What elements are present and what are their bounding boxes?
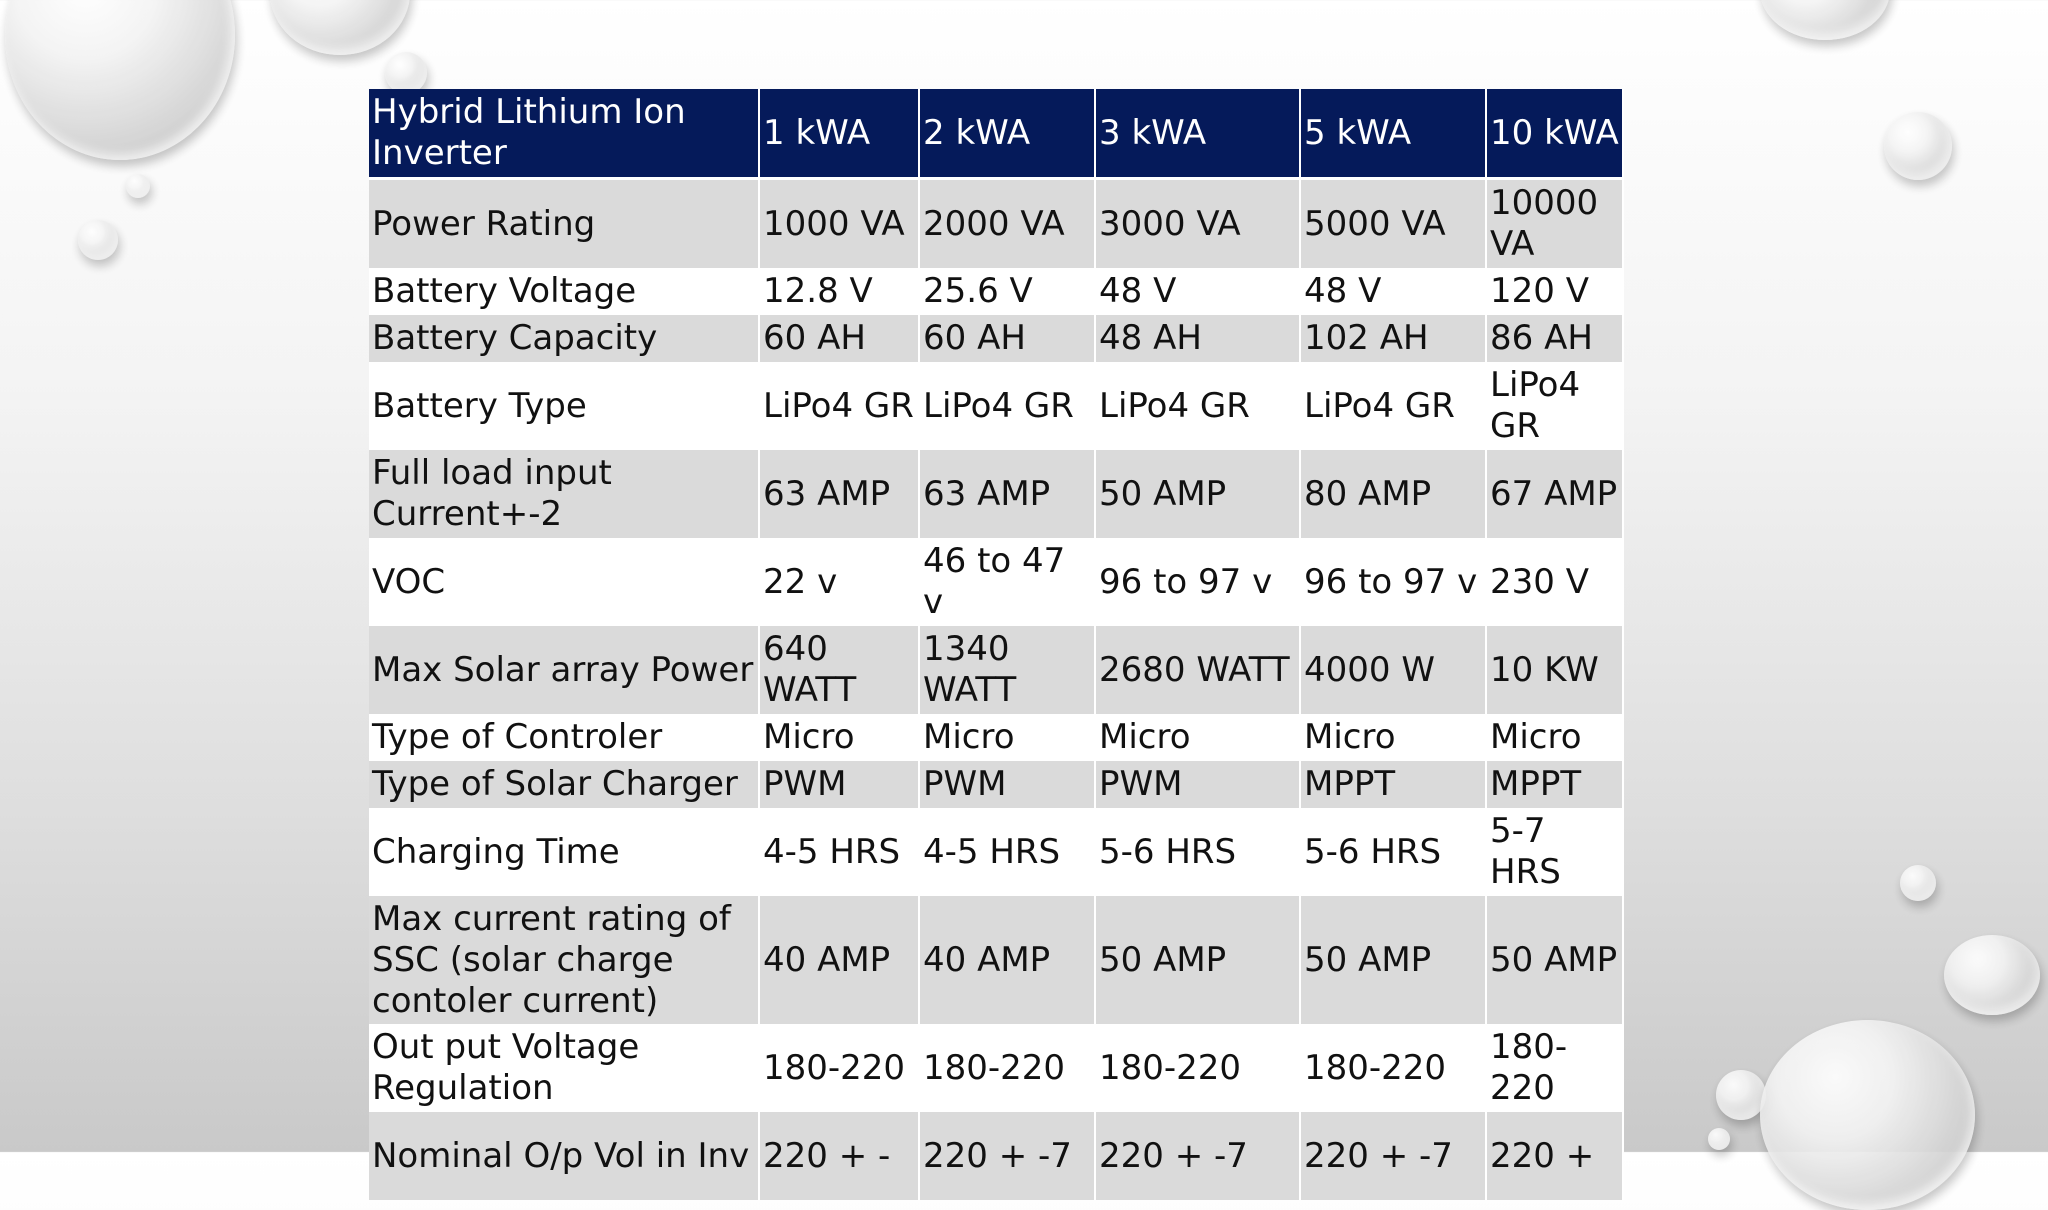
table-cell: 50 AMP <box>1095 896 1300 1024</box>
table-cell: 180-220 <box>919 1024 1095 1112</box>
table-cell: 2000 VA <box>919 179 1095 269</box>
table-header-row <box>369 89 1623 179</box>
table-cell: 220 + <box>1486 1112 1623 1200</box>
water-drop-decoration <box>5 0 235 160</box>
table-row <box>369 268 1623 315</box>
header-cell: 2 kWA <box>919 89 1095 179</box>
row-label: Battery Type <box>369 362 759 450</box>
table-cell: PWM <box>919 761 1095 808</box>
table-cell: 5-6 HRS <box>1300 808 1486 896</box>
table-cell: PWM <box>1095 761 1300 808</box>
table-row <box>369 626 1623 714</box>
table-row <box>369 538 1623 626</box>
table-cell: 1000 VA <box>759 179 919 269</box>
water-drop-decoration <box>1884 112 1952 180</box>
table-row <box>369 714 1623 761</box>
row-label: Battery Capacity <box>369 315 759 362</box>
table-cell: 180-220 <box>1300 1024 1486 1112</box>
table-cell: 640 WATT <box>759 626 919 714</box>
table-row <box>369 1112 1623 1200</box>
table-cell: 46 to 47 v <box>919 538 1095 626</box>
table-cell: 230 V <box>1486 538 1623 626</box>
header-cell: 5 kWA <box>1300 89 1486 179</box>
table-cell: 4-5 HRS <box>919 808 1095 896</box>
table-row <box>369 179 1623 269</box>
table-cell: MPPT <box>1486 761 1623 808</box>
table-cell: 220 + -7 <box>1300 1112 1486 1200</box>
table-cell: 63 AMP <box>759 450 919 538</box>
header-cell: 1 kWA <box>759 89 919 179</box>
row-label: Power Rating <box>369 179 759 269</box>
row-label: Max current rating of SSC (solar charge contoler current) <box>369 896 759 1024</box>
table-cell: 4-5 HRS <box>759 808 919 896</box>
water-drop-decoration <box>1760 0 1890 40</box>
table-row <box>369 315 1623 362</box>
table-cell: 180-220 <box>759 1024 919 1112</box>
row-label: Nominal O/p Vol in Inv <box>369 1112 759 1200</box>
table-cell: LiPo4 GR <box>759 362 919 450</box>
water-drop-decoration <box>1708 1128 1730 1150</box>
water-drop-decoration <box>1944 935 2040 1015</box>
table-cell: 96 to 97 v <box>1095 538 1300 626</box>
header-cell: Hybrid Lithium Ion Inverter <box>369 89 759 179</box>
table-cell: 80 AMP <box>1300 450 1486 538</box>
table-cell: 2680 WATT <box>1095 626 1300 714</box>
inverter-spec-table <box>369 89 1624 1200</box>
water-drop-decoration <box>1900 865 1936 901</box>
row-label: Type of Controler <box>369 714 759 761</box>
table-cell: LiPo4 GR <box>1300 362 1486 450</box>
table-cell: 50 AMP <box>1095 450 1300 538</box>
table-cell: 48 AH <box>1095 315 1300 362</box>
row-label: Full load input Current+-2 <box>369 450 759 538</box>
table-cell: MPPT <box>1300 761 1486 808</box>
table-cell: 67 AMP <box>1486 450 1623 538</box>
table-row <box>369 450 1623 538</box>
table-cell: 40 AMP <box>759 896 919 1024</box>
table-row <box>369 808 1623 896</box>
header-cell: 3 kWA <box>1095 89 1300 179</box>
table-cell: 10000VA <box>1486 179 1623 269</box>
water-drop-decoration <box>385 52 427 94</box>
row-label: Battery Voltage <box>369 268 759 315</box>
header-cell: 10 kWA <box>1486 89 1623 179</box>
table-cell: 22 v <box>759 538 919 626</box>
water-drop-decoration <box>126 174 150 198</box>
table-cell: 220 + -7 <box>1095 1112 1300 1200</box>
table-cell: 4000 W <box>1300 626 1486 714</box>
water-drop-decoration <box>78 220 118 260</box>
table-cell: 63 AMP <box>919 450 1095 538</box>
table-cell: Micro <box>1095 714 1300 761</box>
table-cell: Micro <box>759 714 919 761</box>
table-cell: Micro <box>1486 714 1623 761</box>
table-cell: 50 AMP <box>1486 896 1623 1024</box>
table-cell: 25.6 V <box>919 268 1095 315</box>
table-cell: 48 V <box>1095 268 1300 315</box>
table-cell: 102 AH <box>1300 315 1486 362</box>
table-row <box>369 362 1623 450</box>
row-label: Out put Voltage Regulation <box>369 1024 759 1112</box>
table-row <box>369 896 1623 1024</box>
row-label: VOC <box>369 538 759 626</box>
table-cell: 12.8 V <box>759 268 919 315</box>
table-cell: 10 KW <box>1486 626 1623 714</box>
table-cell: 86 AH <box>1486 315 1623 362</box>
table-cell: LiPo4 GR <box>919 362 1095 450</box>
table-row <box>369 1024 1623 1112</box>
table-cell: 60 AH <box>759 315 919 362</box>
table-cell: 5-7 HRS <box>1486 808 1623 896</box>
table-row <box>369 761 1623 808</box>
table-cell: LiPo4 GR <box>1486 362 1623 450</box>
table-cell: 50 AMP <box>1300 896 1486 1024</box>
table-cell: 3000 VA <box>1095 179 1300 269</box>
table-cell: 1340 WATT <box>919 626 1095 714</box>
water-drop-decoration <box>1760 1020 1975 1210</box>
row-label: Charging Time <box>369 808 759 896</box>
table-cell: 180-220 <box>1486 1024 1623 1112</box>
table-cell: 180-220 <box>1095 1024 1300 1112</box>
row-label: Max Solar array Power <box>369 626 759 714</box>
table-cell: 60 AH <box>919 315 1095 362</box>
table-cell: 96 to 97 v <box>1300 538 1486 626</box>
table-cell: 220 + - <box>759 1112 919 1200</box>
table-cell: 5000 VA <box>1300 179 1486 269</box>
water-drop-decoration <box>1716 1070 1766 1120</box>
table-cell: 40 AMP <box>919 896 1095 1024</box>
water-drop-decoration <box>270 0 410 55</box>
table-cell: 5-6 HRS <box>1095 808 1300 896</box>
table-cell: 220 + -7 <box>919 1112 1095 1200</box>
table-cell: Micro <box>919 714 1095 761</box>
row-label: Type of Solar Charger <box>369 761 759 808</box>
table-cell: 48 V <box>1300 268 1486 315</box>
table-cell: Micro <box>1300 714 1486 761</box>
table-cell: 120 V <box>1486 268 1623 315</box>
table-cell: PWM <box>759 761 919 808</box>
table-cell: LiPo4 GR <box>1095 362 1300 450</box>
